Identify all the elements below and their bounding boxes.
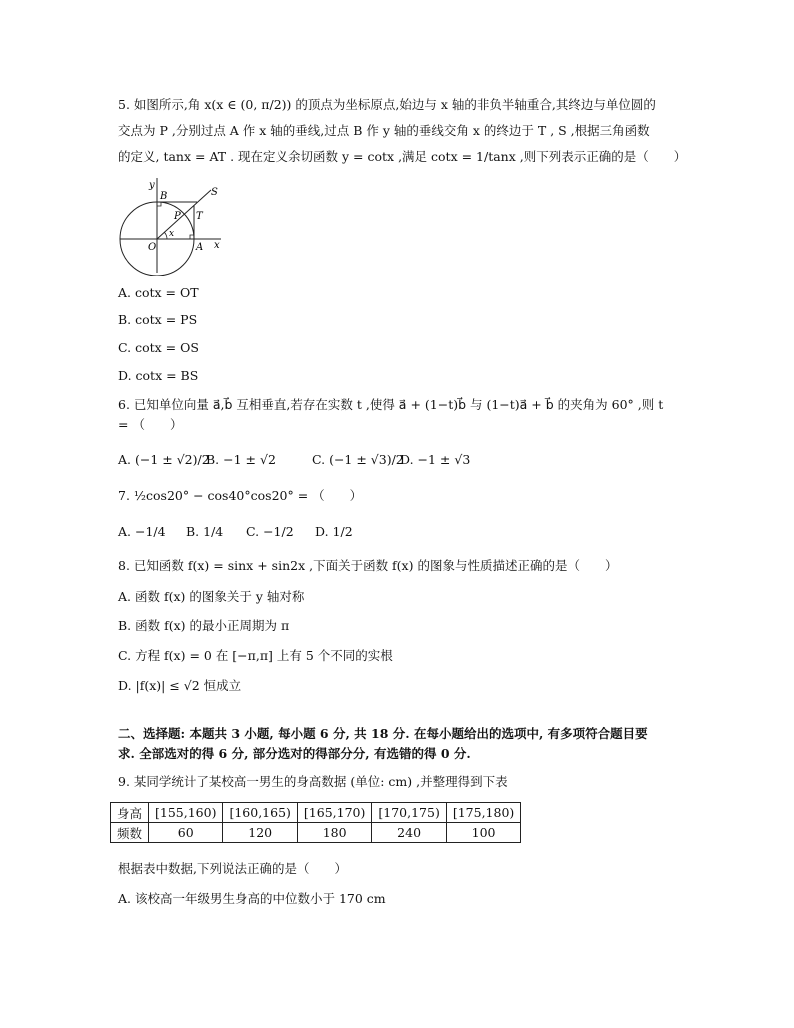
q5-option-d: D. cotx = BS bbox=[118, 368, 199, 383]
q7-option-c: C. −1/2 bbox=[246, 524, 294, 539]
q7-line-1: 7. ½cos20° − cos40°cos20° = （ ） bbox=[118, 488, 363, 503]
q8-option-a: A. 函数 f(x) 的图象关于 y 轴对称 bbox=[118, 589, 305, 604]
q6-line-1: 6. 已知单位向量 a⃗,b⃗ 互相垂直,若存在实数 t ,使得 a⃗ + (1−t)b⃗ 与 (1−t)a⃗ + b⃗ 的夹角为 60° ,则 t bbox=[118, 397, 664, 412]
q6-line-2: = （ ） bbox=[118, 417, 183, 432]
label-y: y bbox=[149, 180, 155, 191]
table-cell: [165,170) bbox=[297, 803, 371, 823]
q8-option-c: C. 方程 f(x) = 0 在 [−π,π] 上有 5 个不同的实根 bbox=[118, 648, 393, 663]
q9-line-1: 9. 某同学统计了某校高一男生的身高数据 (单位: cm) ,并整理得到下表 bbox=[118, 774, 508, 789]
table-header-frequency: 频数 bbox=[111, 823, 149, 843]
section-2-line-1: 二、选择题: 本题共 3 小题, 每小题 6 分, 共 18 分. 在每小题给出的选项中, 有多项符合题目要 bbox=[118, 726, 648, 741]
label-a: A bbox=[196, 242, 204, 253]
q5-option-a: A. cotx = OT bbox=[118, 285, 199, 300]
table-cell: 100 bbox=[446, 823, 520, 843]
q9-option-a: A. 该校高一年级男生身高的中位数小于 170 cm bbox=[118, 891, 386, 906]
q6-option-d: D. −1 ± √3 bbox=[400, 452, 471, 467]
section-2-line-2: 求. 全部选对的得 6 分, 部分选对的得部分分, 有选错的得 0 分. bbox=[118, 746, 471, 761]
table-header-height: 身高 bbox=[111, 803, 149, 823]
label-angle-x: x bbox=[169, 229, 175, 239]
table-cell: 120 bbox=[223, 823, 297, 843]
table-row bbox=[111, 823, 521, 843]
q6-option-c: C. (−1 ± √3)/2 bbox=[312, 452, 404, 467]
q5-option-c: C. cotx = OS bbox=[118, 340, 199, 355]
table-cell: [155,160) bbox=[149, 803, 223, 823]
q5-option-b: B. cotx = PS bbox=[118, 312, 198, 327]
q8-option-b: B. 函数 f(x) 的最小正周期为 π bbox=[118, 618, 290, 633]
height-frequency-table bbox=[110, 802, 521, 843]
label-x: x bbox=[214, 240, 220, 251]
q7-option-d: D. 1/2 bbox=[315, 524, 353, 539]
q5-line-3: 的定义, tanx = AT . 现在定义余切函数 y = cotx ,满足 cotx = 1/tanx ,则下列表示正确的是（ ） bbox=[118, 149, 687, 164]
table-cell: 60 bbox=[149, 823, 223, 843]
table-cell: [175,180) bbox=[446, 803, 520, 823]
q7-option-a: A. −1/4 bbox=[118, 524, 166, 539]
table-cell: [170,175) bbox=[372, 803, 446, 823]
q8-option-d: D. |f(x)| ≤ √2 恒成立 bbox=[118, 678, 242, 693]
q6-option-a: A. (−1 ± √2)/2 bbox=[118, 452, 210, 467]
table-cell: [160,165) bbox=[223, 803, 297, 823]
q6-option-b: B. −1 ± √2 bbox=[206, 452, 276, 467]
q5-line-2: 交点为 P ,分别过点 A 作 x 轴的垂线,过点 B 作 y 轴的垂线交角 x 的终边于 T , S ,根据三角函数 bbox=[118, 123, 650, 138]
q5-line-1: 5. 如图所示,角 x(x ∈ (0, π/2)) 的顶点为坐标原点,始边与 x 轴的非负半轴重合,其终边与单位圆的 bbox=[118, 97, 656, 112]
label-b: B bbox=[160, 191, 168, 202]
table-row bbox=[111, 803, 521, 823]
label-p: P bbox=[174, 211, 181, 222]
table-cell: 240 bbox=[372, 823, 446, 843]
q8-line-1: 8. 已知函数 f(x) = sinx + sin2x ,下面关于函数 f(x) 的图象与性质描述正确的是（ ） bbox=[118, 558, 618, 573]
table-cell: 180 bbox=[297, 823, 371, 843]
label-o: O bbox=[148, 242, 157, 253]
unit-circle-figure bbox=[118, 176, 228, 276]
label-s: S bbox=[211, 187, 218, 198]
angle-arc bbox=[164, 232, 167, 239]
q7-option-b: B. 1/4 bbox=[186, 524, 224, 539]
q9-line-2: 根据表中数据,下列说法正确的是（ ） bbox=[118, 861, 347, 876]
label-t: T bbox=[196, 211, 203, 222]
